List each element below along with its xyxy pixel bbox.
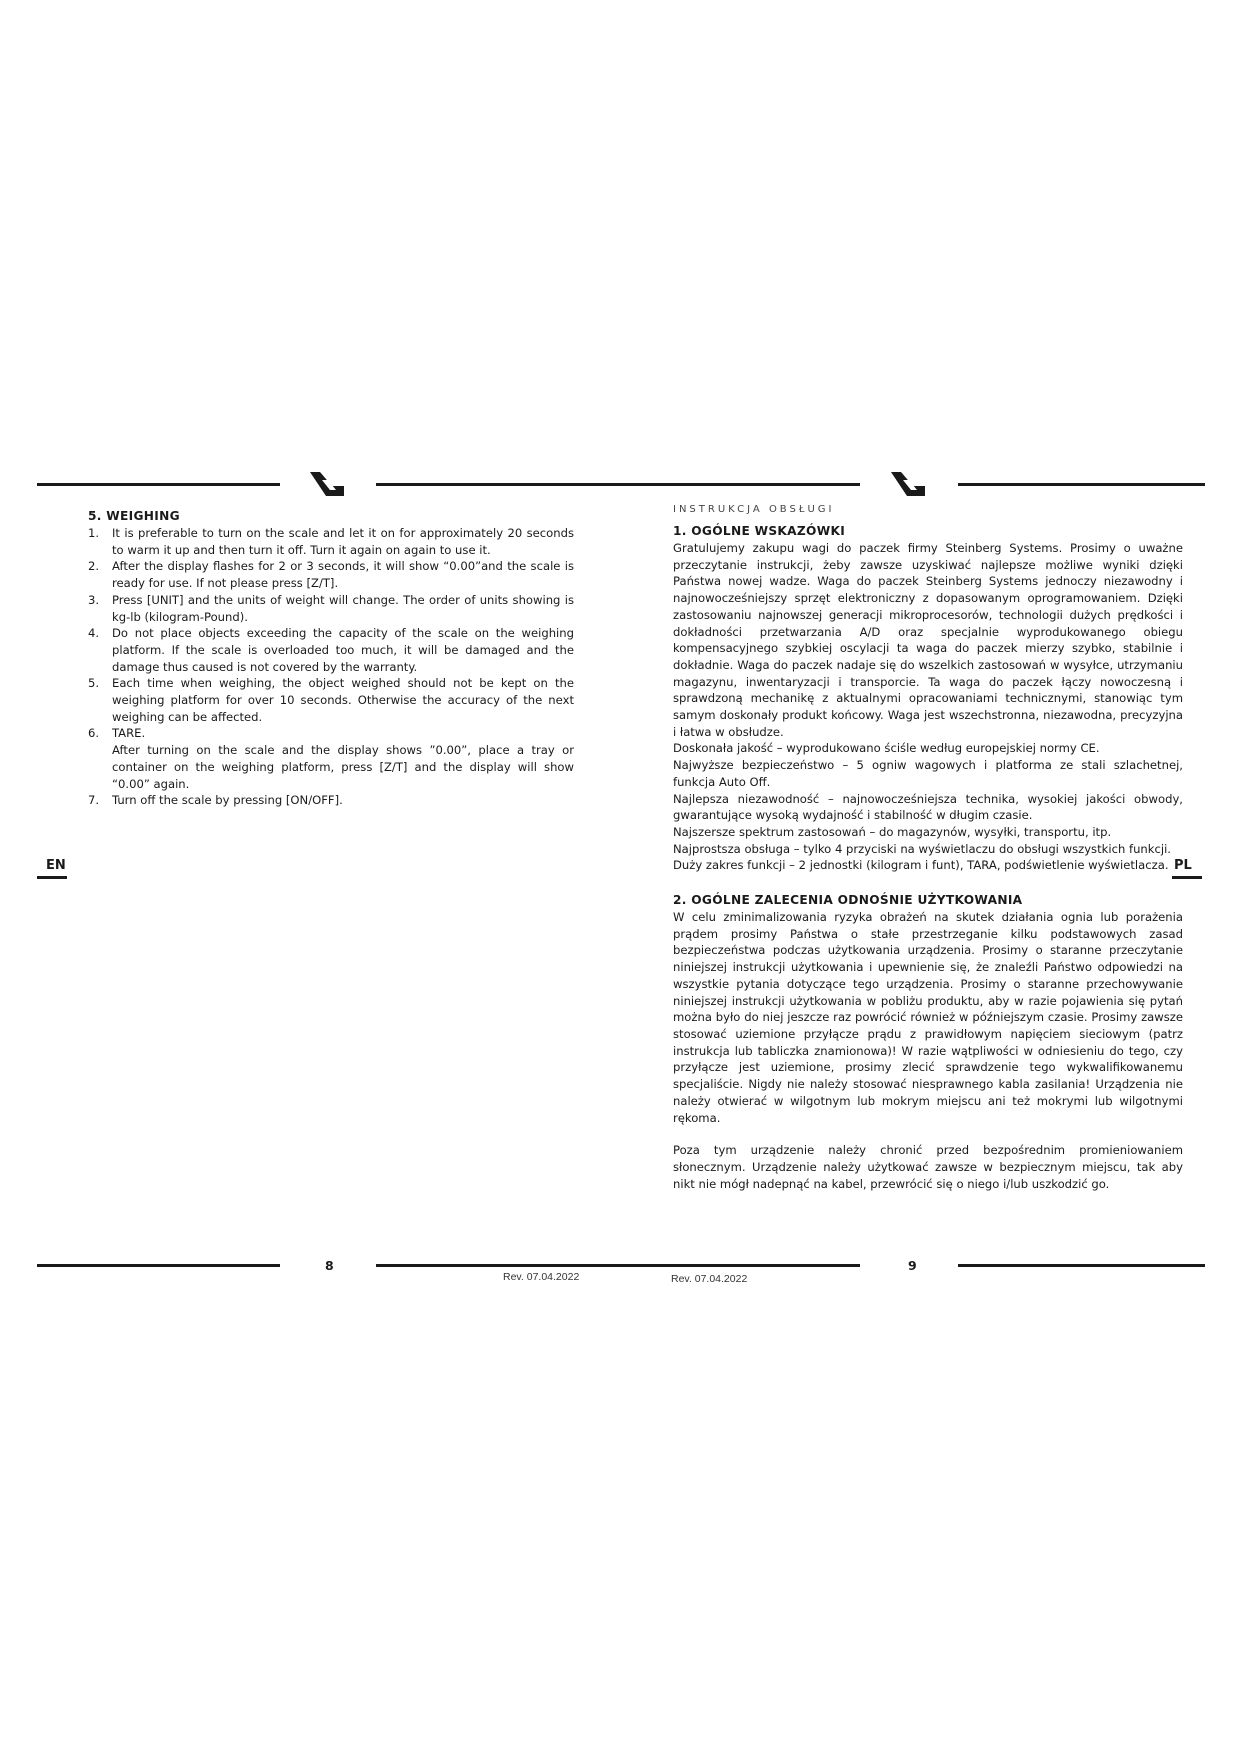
section-heading-general: 1. OGÓLNE WSKAZÓWKI xyxy=(673,524,846,538)
footer-rule-right xyxy=(958,1264,1205,1267)
list-item xyxy=(88,792,574,809)
left-page xyxy=(88,508,574,809)
step-text: TARE. xyxy=(112,726,146,741)
paragraph: Najprostsza obsługa – tylko 4 przyciski na wyświetlaczu do obsługi wszystkich funkcji. xyxy=(673,841,1171,856)
list-item xyxy=(88,525,574,558)
header-rule-left-a xyxy=(37,483,280,486)
paragraph: W celu zminimalizowania ryzyka obrażeń na skutek działania ognia lub porażenia prądem prosimy Państwa o stałe przestrzeganie kilku podstawowych zasad bezpieczeństwa podczas użytkowania urządzenia. Prosimy o staranne przeczytanie niniejszej instrukcji użytkowania i upewnienie się, że znaleźli Państwo odpowiedzi na wszystkie pytania dotyczące tego urządzenia. Prosimy o staranne przechowywanie niniejszej instrukcji użytkowania w pobliżu produktu, aby w razie pojawienia się pytań można było do niej jeszcze raz powrócić również w późniejszym czasie. Prosimy zawsze stosować uziemione przyłącze prądu z prawidłowym napięciem sieciowym (patrz instrukcja lub tabliczka znamionowa)! W razie wątpliwości w odniesieniu do tego, czy przyłącze jest uziemione, prosimy zlecić sprawdzenie tego wykwalifikowanemu specjaliście. Nigdy nie należy stosować niesprawnego kabla zasilania! Urządzenia nie należy otwierać w wilgotnym lub mokrym miejscu ani też mokrymi lub wilgotnymi rękoma. xyxy=(673,910,1183,1125)
step-number: 2. xyxy=(88,559,100,574)
step-number: 4. xyxy=(88,626,100,641)
step-text: Each time when weighing, the object weighed should not be kept on the weighing platform for over 10 seconds. Otherwise the accuracy of the next weighing can be affected. xyxy=(112,676,574,724)
list-item xyxy=(88,558,574,591)
section-heading-usage: 2. OGÓLNE ZALECENIA ODNOŚNIE UŻYTKOWANIA xyxy=(673,893,1023,908)
list-item xyxy=(88,625,574,675)
list-item xyxy=(88,675,574,725)
language-tag-underline xyxy=(1172,876,1202,879)
steinberg-logo-icon xyxy=(889,470,929,498)
paragraph: Doskonała jakość – wyprodukowano ściśle według europejskiej normy CE. xyxy=(673,741,1100,756)
page-number-right: 9 xyxy=(908,1258,917,1273)
step-text: Do not place objects exceeding the capacity of the scale on the weighing platform. If the scale is overloaded too much, it will be damaged and the damage thus caused is not covered by the warranty. xyxy=(112,626,574,674)
step-text: After the display flashes for 2 or 3 seconds, it will show “0.00”and the scale is ready for use. If not please press [Z/T]. xyxy=(112,559,574,591)
language-tag-pl: PL xyxy=(1174,858,1192,873)
paragraph: Najlepsza niezawodność – najnowocześniejsza technika, wysokiej jakości obwody, gwarantujące wysoką wydajność i stabilność w długim czasie. xyxy=(673,791,1183,823)
section-heading-weighing: 5. WEIGHING xyxy=(88,509,180,523)
paragraph: Najszersze spektrum zastosowań – do magazynów, wysyłki, transportu, itp. xyxy=(673,824,1112,839)
step-number: 7. xyxy=(88,793,100,808)
language-tag-en: EN xyxy=(46,858,66,873)
paragraph: Duży zakres funkcji – 2 jednostki (kilogram i funt), TARA, podświetlenie wyświetlacza. xyxy=(673,858,1169,873)
steinberg-logo-icon xyxy=(308,470,348,498)
revision-left: Rev. 07.04.2022 xyxy=(503,1271,580,1283)
weighing-steps xyxy=(88,525,574,809)
list-item xyxy=(88,742,574,792)
paragraph: Najwyższe bezpieczeństwo – 5 ogniw wagowych i platforma ze stali szlachetnej, funkcja Auto Off. xyxy=(673,758,1183,789)
header-rule-right xyxy=(958,483,1205,486)
right-page xyxy=(673,503,1183,1192)
footer-rule-left-a xyxy=(37,1264,280,1267)
footer-rule-left-b xyxy=(376,1264,860,1267)
list-item xyxy=(88,592,574,625)
step-text: Turn off the scale by pressing [ON/OFF]. xyxy=(112,793,343,808)
list-item xyxy=(88,725,574,742)
step-text: It is preferable to turn on the scale and let it on for approximately 20 seconds to warm it up and then turn it off. Turn it again on again to use it. xyxy=(112,526,574,557)
step-number: 3. xyxy=(88,592,100,607)
revision-right: Rev. 07.04.2022 xyxy=(671,1273,748,1285)
page-number-left: 8 xyxy=(325,1258,334,1273)
step-text: Press [UNIT] and the units of weight will change. The order of units showing is kg-lb (kilogram-Pound). xyxy=(112,592,574,624)
running-head: INSTRUKCJA OBSŁUGI xyxy=(673,504,835,515)
header-rule-left-b xyxy=(376,483,860,486)
step-number: 1. xyxy=(88,526,100,540)
step-text: After turning on the scale and the display shows ”0.00”, place a tray or container on the weighing platform, press [Z/T] and the display will show “0.00” again. xyxy=(112,743,574,791)
step-number: 6. xyxy=(88,726,100,741)
paragraph: Poza tym urządzenie należy chronić przed bezpośrednim promieniowaniem słonecznym. Urządzenie należy użytkować zawsze w bezpiecznym miejscu, tak aby nikt nie mógł nadepnąć na kabel, przewrócić się o niego i/lub uszkodzić go. xyxy=(673,1143,1183,1191)
language-tag-underline xyxy=(37,876,67,879)
step-number: 5. xyxy=(88,676,100,691)
paragraph: Gratulujemy zakupu wagi do paczek firmy Steinberg Systems. Prosimy o uważne przeczytanie instrukcji, żeby zawsze uzyskiwać najlepsze możliwe wyniki dzięki Państwa nowej wadze. Waga do paczek Steinberg Systems jednoczy niezawodny i najnowocześniejszy sprzęt elektroniczny z dopasowanym oprogramowaniem. Dzięki zastosowaniu najnowszej generacji mikroprocesorów, technologii dużych prędkości i dokładności przetwarzania A/D oraz specjalnie wyprodukowanego obiegu kompensacyjnego szybkiej oscylacji ta waga do paczek mierzy szybko, stabilnie i dokładnie. Waga do paczek nadaje się do wszelkich zastosowań w wysyłce, utrzymaniu magazynu, inwentaryzacji i transporcie. Ta waga do paczek łączy nowoczesną i sprawdzoną mechanikę z aktualnymi opracowaniami technicznymi, stanowiąc tym samym doskonały produkt końcowy. Waga jest wszechstronna, niezawodna, precyzyjna i łatwa w obsłudze. xyxy=(673,541,1183,739)
